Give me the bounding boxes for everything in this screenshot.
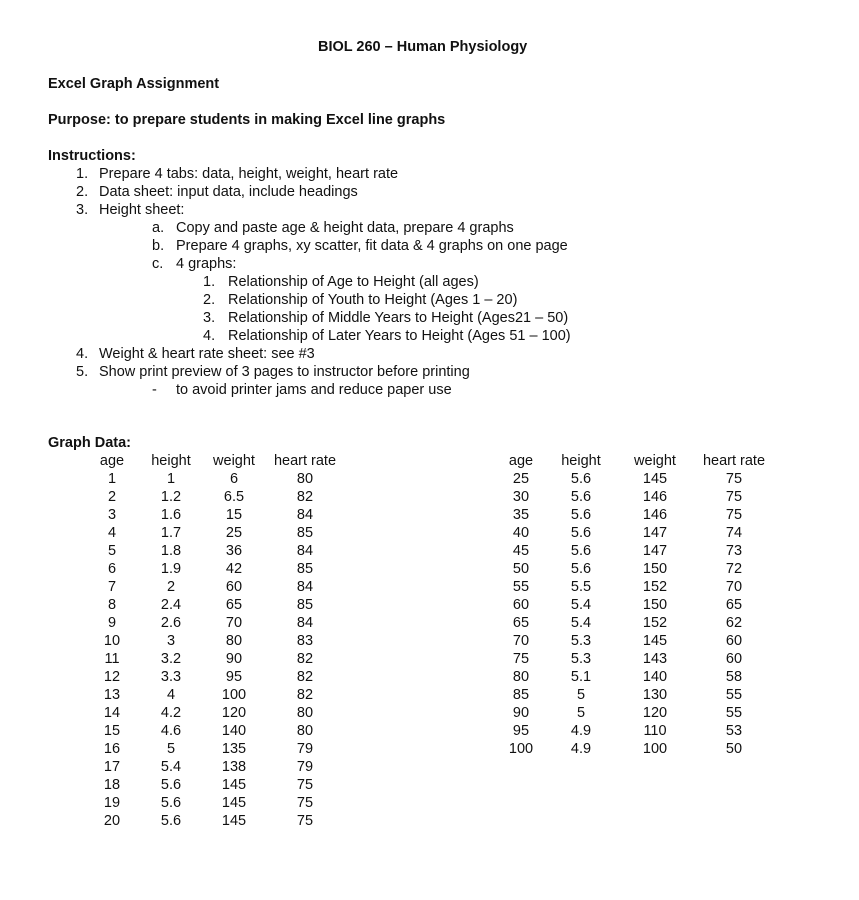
table-row: [92, 650, 352, 668]
cell-height: 3.3: [160, 669, 182, 685]
table-row: [500, 578, 778, 596]
cell-weight: 100: [221, 687, 247, 703]
table-row: [500, 542, 778, 560]
item-text: Copy and paste age & height data, prepare 4 graphs: [176, 220, 514, 236]
cell-height: 1.7: [160, 525, 182, 541]
cell-height: 4.9: [570, 741, 592, 757]
cell-age: 95: [512, 723, 530, 739]
item-text: Relationship of Middle Years to Height (Ages21 – 50): [228, 310, 569, 326]
cell-heart-rate: 82: [296, 651, 314, 667]
item-text: 4 graphs:: [176, 256, 237, 272]
cell-height: 5.4: [160, 759, 182, 775]
item-text: Height sheet:: [99, 202, 185, 218]
cell-height: 5.6: [570, 561, 592, 577]
item-text: Prepare 4 tabs: data, height, weight, heart rate: [99, 166, 399, 182]
cell-weight: 130: [642, 687, 668, 703]
cell-heart-rate: 83: [296, 633, 314, 649]
table-row: [92, 776, 352, 794]
cell-age: 45: [512, 543, 530, 559]
cell-age: 25: [512, 471, 530, 487]
cell-age: 8: [107, 597, 117, 613]
table-row: [92, 812, 352, 830]
cell-age: 55: [512, 579, 530, 595]
item-number: 3.: [203, 310, 216, 326]
table-row: [92, 740, 352, 758]
table-row: [92, 578, 352, 596]
cell-height: 1.2: [160, 489, 182, 505]
item-text: to avoid printer jams and reduce paper use: [176, 382, 452, 398]
cell-heart-rate: 82: [296, 489, 314, 505]
cell-age: 90: [512, 705, 530, 721]
cell-heart-rate: 75: [725, 471, 743, 487]
cell-height: 1: [166, 471, 176, 487]
cell-height: 4.6: [160, 723, 182, 739]
cell-heart-rate: 80: [296, 723, 314, 739]
assignment-title: Excel Graph Assignment: [48, 76, 220, 92]
cell-weight: 135: [221, 741, 247, 757]
cell-weight: 100: [642, 741, 668, 757]
graph-data-heading: Graph Data:: [48, 435, 131, 451]
cell-heart-rate: 70: [725, 579, 743, 595]
cell-height: 2.4: [160, 597, 182, 613]
table-row: [500, 596, 778, 614]
cell-weight: 140: [221, 723, 247, 739]
column-header-age: age: [99, 453, 125, 469]
cell-height: 3: [166, 633, 176, 649]
cell-age: 10: [103, 633, 121, 649]
cell-age: 65: [512, 615, 530, 631]
cell-weight: 36: [225, 543, 243, 559]
cell-heart-rate: 74: [725, 525, 743, 541]
cell-height: 5.3: [570, 651, 592, 667]
table-row: [500, 686, 778, 704]
cell-height: 5.3: [570, 633, 592, 649]
cell-height: 5.6: [160, 777, 182, 793]
cell-age: 100: [508, 741, 534, 757]
purpose-statement: Purpose: to prepare students in making Excel line graphs: [48, 112, 446, 128]
cell-height: 5: [576, 687, 586, 703]
cell-heart-rate: 84: [296, 543, 314, 559]
cell-heart-rate: 75: [725, 507, 743, 523]
table-row: [500, 668, 778, 686]
cell-weight: 65: [225, 597, 243, 613]
cell-age: 80: [512, 669, 530, 685]
cell-age: 2: [107, 489, 117, 505]
table-row: [500, 488, 778, 506]
table-row: [500, 632, 778, 650]
cell-height: 5: [576, 705, 586, 721]
cell-height: 5: [166, 741, 176, 757]
cell-heart-rate: 53: [725, 723, 743, 739]
cell-height: 2: [166, 579, 176, 595]
cell-weight: 145: [221, 777, 247, 793]
cell-age: 40: [512, 525, 530, 541]
cell-heart-rate: 73: [725, 543, 743, 559]
cell-age: 12: [103, 669, 121, 685]
cell-weight: 138: [221, 759, 247, 775]
cell-weight: 150: [642, 561, 668, 577]
cell-weight: 90: [225, 651, 243, 667]
cell-heart-rate: 82: [296, 669, 314, 685]
cell-heart-rate: 65: [725, 597, 743, 613]
cell-height: 4.9: [570, 723, 592, 739]
table-row: [92, 560, 352, 578]
item-text: Weight & heart rate sheet: see #3: [99, 346, 315, 362]
item-number: 1.: [203, 274, 216, 290]
cell-heart-rate: 79: [296, 759, 314, 775]
cell-weight: 6.5: [223, 489, 245, 505]
table-row: [92, 704, 352, 722]
cell-age: 11: [104, 651, 120, 667]
table-row: [92, 506, 352, 524]
cell-age: 13: [103, 687, 121, 703]
cell-age: 70: [512, 633, 530, 649]
cell-height: 1.9: [160, 561, 182, 577]
cell-height: 4.2: [160, 705, 182, 721]
cell-age: 35: [512, 507, 530, 523]
cell-heart-rate: 85: [296, 561, 314, 577]
cell-age: 14: [103, 705, 121, 721]
table-row: [92, 524, 352, 542]
cell-heart-rate: 55: [725, 705, 743, 721]
cell-heart-rate: 80: [296, 471, 314, 487]
table-row: [500, 722, 778, 740]
cell-heart-rate: 58: [725, 669, 743, 685]
cell-height: 5.6: [570, 471, 592, 487]
cell-height: 5.6: [570, 507, 592, 523]
cell-height: 5.6: [160, 795, 182, 811]
cell-heart-rate: 84: [296, 615, 314, 631]
cell-weight: 70: [225, 615, 243, 631]
item-text: Prepare 4 graphs, xy scatter, fit data & 4 graphs on one page: [176, 238, 568, 254]
cell-height: 5.6: [570, 489, 592, 505]
table-row: [92, 470, 352, 488]
table-row: [92, 758, 352, 776]
table-row: [500, 524, 778, 542]
cell-weight: 120: [642, 705, 668, 721]
cell-weight: 42: [225, 561, 243, 577]
cell-weight: 15: [225, 507, 243, 523]
cell-age: 20: [103, 813, 121, 829]
instructions-heading: Instructions:: [48, 148, 136, 164]
item-number: 3.: [76, 202, 89, 218]
cell-heart-rate: 60: [725, 633, 743, 649]
table-row: [500, 650, 778, 668]
cell-age: 6: [107, 561, 117, 577]
cell-heart-rate: 80: [296, 705, 314, 721]
cell-weight: 147: [642, 525, 668, 541]
cell-height: 1.6: [160, 507, 182, 523]
cell-age: 85: [512, 687, 530, 703]
item-number: 5.: [76, 364, 89, 380]
data-table-right: [500, 452, 778, 758]
cell-age: 5: [107, 543, 117, 559]
cell-height: 5.6: [570, 525, 592, 541]
column-header-weight: weight: [213, 453, 255, 469]
cell-height: 5.4: [570, 597, 592, 613]
column-header-weight: weight: [634, 453, 676, 469]
cell-age: 7: [107, 579, 117, 595]
cell-heart-rate: 75: [296, 813, 314, 829]
table-row: [92, 668, 352, 686]
cell-height: 5.6: [570, 543, 592, 559]
cell-weight: 152: [642, 579, 668, 595]
cell-weight: 146: [642, 489, 668, 505]
item-text: Relationship of Youth to Height (Ages 1 – 20): [228, 292, 518, 308]
cell-weight: 145: [642, 633, 668, 649]
table-row: [92, 596, 352, 614]
cell-height: 5.1: [570, 669, 592, 685]
cell-age: 1: [107, 471, 117, 487]
table-row: [500, 470, 778, 488]
cell-weight: 150: [642, 597, 668, 613]
cell-heart-rate: 85: [296, 597, 314, 613]
cell-weight: 60: [225, 579, 243, 595]
cell-weight: 25: [225, 525, 243, 541]
item-number: 2.: [203, 292, 216, 308]
table-row: [500, 740, 778, 758]
cell-weight: 146: [642, 507, 668, 523]
cell-heart-rate: 79: [296, 741, 314, 757]
cell-height: 5.6: [160, 813, 182, 829]
table-row: [500, 560, 778, 578]
cell-height: 2.6: [160, 615, 182, 631]
cell-age: 15: [103, 723, 121, 739]
column-header-height: height: [561, 453, 601, 469]
item-text: Show print preview of 3 pages to instructor before printing: [99, 364, 470, 380]
cell-weight: 95: [225, 669, 243, 685]
column-header-heart-rate: heart rate: [273, 453, 337, 469]
cell-heart-rate: 72: [725, 561, 743, 577]
cell-height: 4: [166, 687, 176, 703]
table-row: [500, 704, 778, 722]
cell-heart-rate: 84: [296, 579, 314, 595]
table-row: [500, 506, 778, 524]
cell-weight: 145: [642, 471, 668, 487]
cell-age: 17: [103, 759, 121, 775]
cell-weight: 145: [221, 813, 247, 829]
cell-height: 3.2: [160, 651, 182, 667]
cell-age: 50: [512, 561, 530, 577]
cell-weight: 143: [642, 651, 668, 667]
table-row: [92, 722, 352, 740]
page-title: BIOL 260 – Human Physiology: [318, 39, 528, 55]
cell-weight: 147: [642, 543, 668, 559]
item-letter: a.: [152, 220, 165, 236]
table-row: [92, 614, 352, 632]
item-number: 4.: [203, 328, 216, 344]
item-letter: b.: [152, 238, 165, 254]
cell-heart-rate: 50: [725, 741, 743, 757]
cell-weight: 120: [221, 705, 247, 721]
cell-weight: 110: [643, 723, 667, 739]
cell-height: 1.8: [160, 543, 182, 559]
cell-heart-rate: 75: [296, 777, 314, 793]
cell-weight: 152: [642, 615, 668, 631]
item-number: 2.: [76, 184, 89, 200]
table-row: [92, 488, 352, 506]
table-row: [92, 542, 352, 560]
cell-heart-rate: 82: [296, 687, 314, 703]
table-header-row: [92, 452, 352, 470]
column-header-heart-rate: heart rate: [702, 453, 766, 469]
column-header-age: age: [508, 453, 534, 469]
item-text: Data sheet: input data, include headings: [99, 184, 358, 200]
cell-weight: 80: [225, 633, 243, 649]
cell-heart-rate: 55: [725, 687, 743, 703]
cell-heart-rate: 62: [725, 615, 743, 631]
item-number: 1.: [76, 166, 89, 182]
table-row: [500, 614, 778, 632]
cell-weight: 145: [221, 795, 247, 811]
item-letter: c.: [152, 256, 164, 272]
data-table-left: [92, 452, 352, 830]
cell-age: 16: [103, 741, 121, 757]
cell-age: 4: [107, 525, 117, 541]
cell-height: 5.4: [570, 615, 592, 631]
cell-age: 19: [103, 795, 121, 811]
cell-age: 30: [512, 489, 530, 505]
table-header-row: [500, 452, 778, 470]
item-number: 4.: [76, 346, 89, 362]
item-text: Relationship of Age to Height (all ages): [228, 274, 479, 290]
item-text: Relationship of Later Years to Height (Ages 51 – 100): [228, 328, 571, 344]
cell-weight: 6: [229, 471, 239, 487]
cell-age: 9: [107, 615, 117, 631]
cell-age: 3: [107, 507, 117, 523]
table-row: [92, 794, 352, 812]
cell-age: 18: [103, 777, 121, 793]
cell-heart-rate: 84: [296, 507, 314, 523]
cell-age: 75: [512, 651, 530, 667]
table-row: [92, 686, 352, 704]
cell-height: 5.5: [570, 579, 592, 595]
cell-heart-rate: 85: [296, 525, 314, 541]
cell-heart-rate: 75: [725, 489, 743, 505]
cell-age: 60: [512, 597, 530, 613]
bullet-dash: -: [152, 382, 157, 398]
cell-weight: 140: [642, 669, 668, 685]
cell-heart-rate: 75: [296, 795, 314, 811]
column-header-height: height: [151, 453, 191, 469]
cell-heart-rate: 60: [725, 651, 743, 667]
table-row: [92, 632, 352, 650]
